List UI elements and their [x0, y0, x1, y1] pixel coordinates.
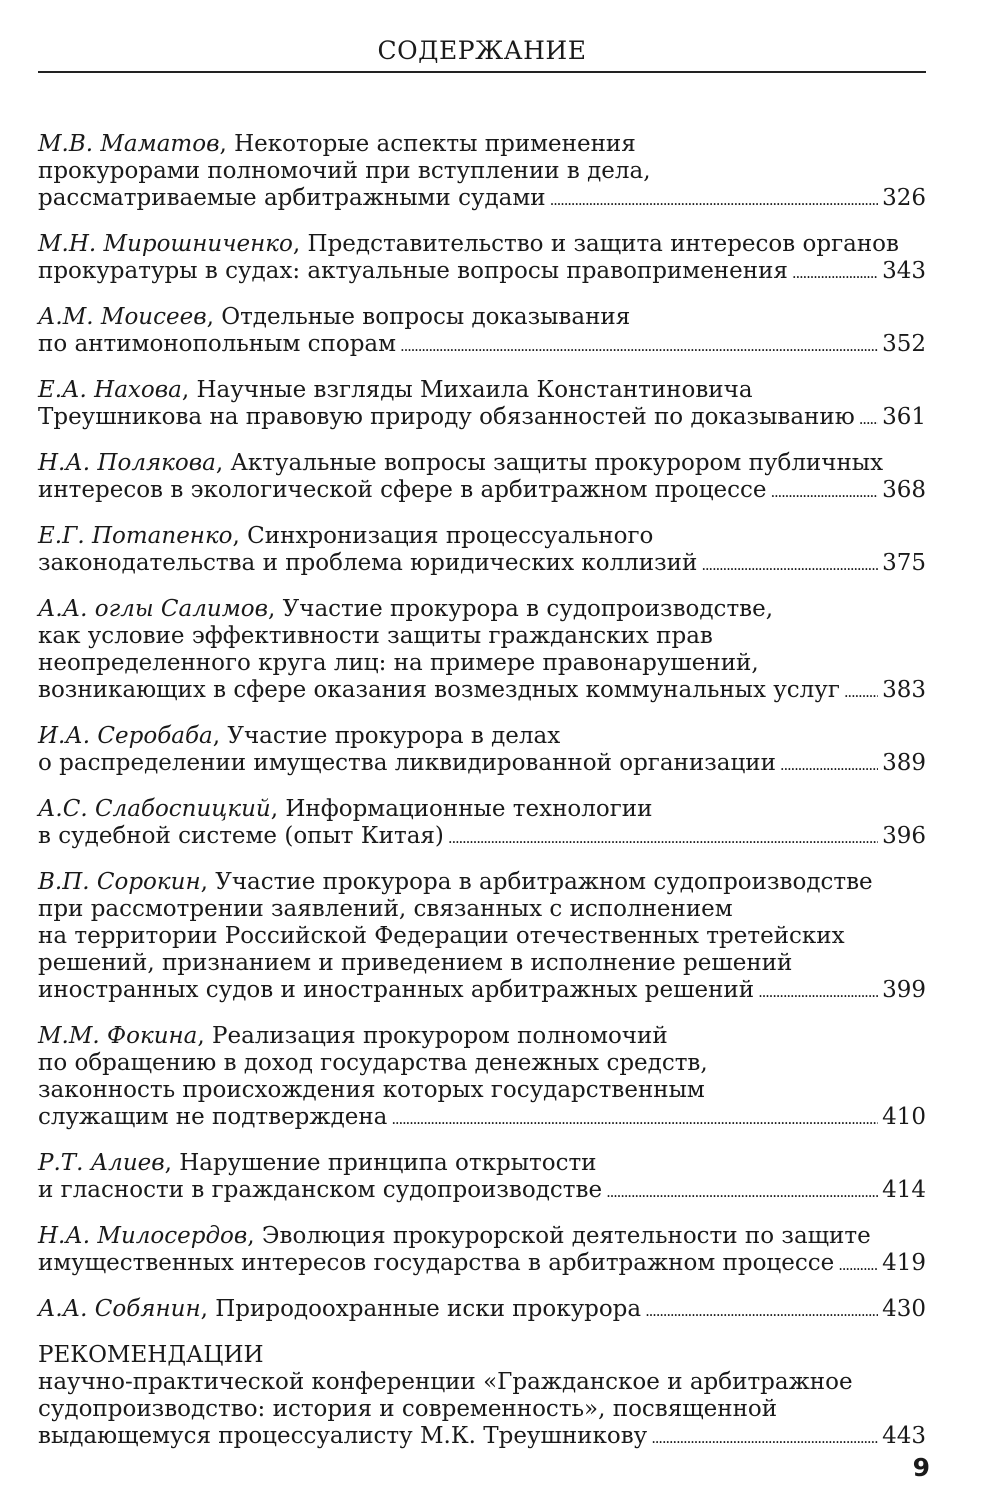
entry-title-line: , Представительство и защита интересов органов [292, 231, 899, 257]
entry-title-line: на территории Российской Федерации отечественных третейских [38, 923, 845, 949]
page [38, 30, 926, 1490]
entry-title-line: иностранных судов и иностранных арбитражных решений [38, 977, 755, 1003]
entry-title-line: служащим не подтверждена [38, 1104, 388, 1130]
dot-leader [645, 1298, 878, 1325]
toc-leader-line [38, 677, 926, 706]
entry-title-line: , Синхронизация процессуального [232, 523, 654, 549]
recommendations-line: судопроизводство: история и современность», посвященной [38, 1396, 778, 1422]
entry-title-line: имущественных интересов государства в арбитражном процессе [38, 1250, 835, 1276]
toc-leader-line [38, 750, 926, 779]
entry-title-line: прокуратуры в судах: актуальные вопросы правоприменения [38, 258, 788, 284]
entry-author: В.П. Сорокин [38, 869, 201, 895]
entry-title-line: законность происхождения которых государственным [38, 1077, 705, 1103]
toc-entry [38, 1223, 926, 1279]
entry-author: Е.А. Нахова [38, 377, 182, 403]
toc-leader-line [38, 1177, 926, 1206]
entry-page-number: 399 [882, 977, 926, 1003]
toc-leader-line [38, 1296, 926, 1325]
entry-title-line: , Актуальные вопросы защиты прокурором публичных [215, 450, 884, 476]
dot-leader [780, 752, 878, 779]
toc-leader-line [38, 1104, 926, 1133]
entry-page-number: 430 [882, 1296, 926, 1322]
entry-author: Р.Т. Алиев [38, 1150, 165, 1176]
dot-leader [391, 1106, 878, 1133]
toc-leader-line [38, 258, 926, 287]
entry-title-line: , Реализация прокурором полномочий [197, 1023, 668, 1049]
dot-leader [844, 679, 878, 706]
entry-page-number: 383 [882, 677, 926, 703]
dot-leader [606, 1179, 878, 1206]
entry-title-line: выдающемуся процессуалисту М.К. Треушникову [38, 1423, 648, 1449]
entry-author: И.А. Серобаба [38, 723, 213, 749]
entry-author: Н.А. Полякова [38, 450, 216, 476]
entry-page-number: 352 [882, 331, 926, 357]
entry-title-line: прокурорами полномочий при вступлении в дела, [38, 158, 651, 184]
entry-title-line: возникающих в сфере оказания возмездных коммунальных услуг [38, 677, 840, 703]
toc-entry [38, 304, 926, 360]
entry-title-line: как условие эффективности защиты гражданских прав [38, 623, 713, 649]
entry-title-line: интересов в экологической сфере в арбитражном процессе [38, 477, 767, 503]
toc-entry [38, 596, 926, 706]
entry-page-number: 343 [882, 258, 926, 284]
entry-title-line: Треушникова на правовую природу обязанностей по доказыванию [38, 404, 855, 430]
entry-title-line: законодательства и проблема юридических коллизий [38, 550, 698, 576]
dot-leader [651, 1425, 878, 1452]
entry-title-line: по антимонопольным спорам [38, 331, 397, 357]
toc-entry [38, 377, 926, 433]
toc-leader-line [38, 1423, 926, 1452]
entry-author: А.М. Моисеев [38, 304, 207, 330]
recommendations-line: научно-практической конференции «Гражданское и арбитражное [38, 1369, 853, 1395]
dot-leader [859, 406, 878, 433]
toc-entry [38, 131, 926, 214]
toc-entry [38, 869, 926, 1006]
dot-leader [758, 979, 878, 1006]
entry-page-number: 419 [882, 1250, 926, 1276]
toc-leader-line [38, 977, 926, 1006]
entry-author: М.Н. Мирошниченко [38, 231, 293, 257]
entry-title-line: в судебной системе (опыт Китая) [38, 823, 444, 849]
entry-author: А.С. Слабоспицкий [38, 796, 271, 822]
dot-leader [792, 260, 878, 287]
entry-page-number: 326 [882, 185, 926, 211]
entry-title-line: , Отдельные вопросы доказывания [206, 304, 631, 330]
toc-entry [38, 1023, 926, 1133]
table-of-contents [38, 131, 926, 1452]
entry-page-number: 396 [882, 823, 926, 849]
entry-title-line: и гласности в гражданском судопроизводстве [38, 1177, 603, 1203]
entry-title-line: , Эволюция прокурорской деятельности по защите [247, 1223, 871, 1249]
entry-author: А.А. оглы Салимов [38, 596, 268, 622]
entry-title-line: , Научные взгляды Михаила Константиновича [181, 377, 753, 403]
entry-title-line: , Участие прокурора в делах [212, 723, 561, 749]
dot-leader [550, 187, 879, 214]
entry-title-line: неопределенного круга лиц: на примере правонарушений, [38, 650, 759, 676]
entry-title-line: , Нарушение принципа открытости [164, 1150, 597, 1176]
dot-leader [448, 825, 878, 852]
entry-title-line: , Некоторые аспекты применения [219, 131, 636, 157]
entry-author: Е.Г. Потапенко [38, 523, 233, 549]
page-title: СОДЕРЖАНИЕ [38, 30, 926, 73]
recommendations-entry [38, 1342, 926, 1452]
entry-title-line: , Участие прокурора в арбитражном судопроизводстве [200, 869, 873, 895]
entry-page-number: 361 [882, 404, 926, 430]
toc-entry [38, 1296, 926, 1325]
entry-page-number: 375 [882, 550, 926, 576]
toc-leader-line [38, 185, 926, 214]
entry-title-line: по обращению в доход государства денежных средств, [38, 1050, 708, 1076]
entry-author: М.В. Маматов [38, 131, 220, 157]
entry-title-line: , Природоохранные иски прокурора [200, 1296, 642, 1322]
toc-entry [38, 796, 926, 852]
toc-entry [38, 1150, 926, 1206]
entry-title-line: решений, признанием и приведением в исполнение решений [38, 950, 793, 976]
entry-title-line: рассматриваемые арбитражными судами [38, 185, 546, 211]
dot-leader [701, 552, 878, 579]
toc-entry [38, 231, 926, 287]
entry-page-number: 443 [882, 1423, 926, 1449]
toc-leader-line [38, 823, 926, 852]
page-number: 9 [912, 1453, 930, 1482]
entry-page-number: 414 [882, 1177, 926, 1203]
dot-leader [400, 333, 878, 360]
toc-leader-line [38, 1250, 926, 1279]
toc-leader-line [38, 477, 926, 506]
dot-leader [770, 479, 878, 506]
dot-leader [838, 1252, 878, 1279]
entry-title-line: о распределении имущества ликвидированной организации [38, 750, 776, 776]
toc-leader-line [38, 404, 926, 433]
recommendations-title: РЕКОМЕНДАЦИИ [38, 1342, 264, 1368]
entry-page-number: 389 [882, 750, 926, 776]
toc-leader-line [38, 331, 926, 360]
toc-entry [38, 723, 926, 779]
entry-title-line: , Участие прокурора в судопроизводстве, [268, 596, 774, 622]
entry-title-line: при рассмотрении заявлений, связанных с исполнением [38, 896, 733, 922]
entry-author: Н.А. Милосердов [38, 1223, 248, 1249]
entry-page-number: 368 [882, 477, 926, 503]
entry-author: А.А. Собянин [38, 1296, 201, 1322]
toc-leader-line [38, 550, 926, 579]
toc-entry [38, 523, 926, 579]
toc-entry [38, 450, 926, 506]
entry-author: М.М. Фокина [38, 1023, 198, 1049]
entry-title-line: , Информационные технологии [270, 796, 653, 822]
entry-page-number: 410 [882, 1104, 926, 1130]
